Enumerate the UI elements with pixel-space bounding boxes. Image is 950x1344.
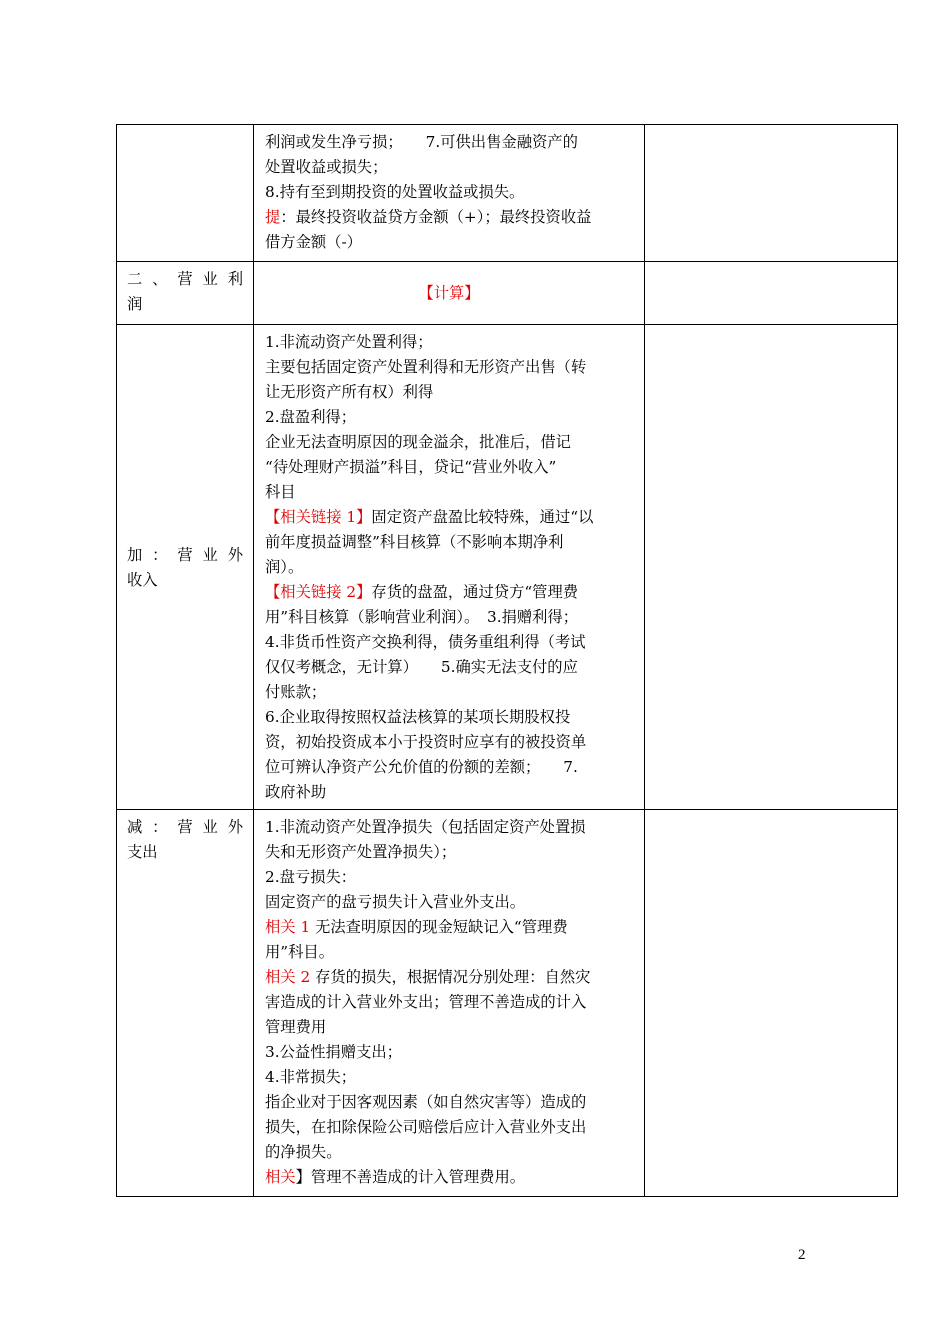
text-line: 2.盘亏损失： — [265, 868, 357, 886]
text-line: 相关 2 存货的损失，根据情况分别处理：自然灾 — [265, 968, 591, 986]
text-line: 3.公益性捐赠支出； — [265, 1043, 402, 1061]
text-line: 4.非货币性资产交换利得，债务重组利得（考试 — [265, 633, 586, 651]
page-number: 2 — [798, 1247, 806, 1263]
table-row — [117, 262, 898, 325]
row-content — [254, 125, 645, 262]
text-line: 2.盘盈利得； — [265, 408, 357, 426]
label-line: 二、营业利 — [127, 270, 243, 288]
row-label — [117, 810, 254, 1197]
text-line: 仅仅考概念，无计算） 5.确实无法支付的应 — [265, 658, 578, 676]
text-line: 让无形资产所有权）利得 — [265, 383, 434, 401]
text-line: 害造成的计入营业外支出；管理不善造成的计入 — [265, 993, 587, 1011]
calc-heading: 【计算】 — [418, 284, 480, 302]
content-table — [116, 124, 898, 1197]
text-line: 位可辨认净资产公允价值的份额的差额； 7. — [265, 758, 578, 776]
row-content — [254, 810, 645, 1197]
row-notes — [645, 125, 898, 262]
text-line: 主要包括固定资产处置利得和无形资产出售（转 — [265, 358, 587, 376]
text-line: 固定资产的盘亏损失计入营业外支出。 — [265, 893, 526, 911]
text-line: “待处理财产损溢”科目，贷记“营业外收入” — [265, 458, 557, 476]
row-notes — [645, 325, 898, 810]
text-line: 政府补助 — [265, 783, 327, 801]
text-line: 相关】管理不善造成的计入管理费用。 — [265, 1168, 526, 1186]
label-line: 支出 — [127, 843, 158, 861]
text-line: 用”科目核算（影响营业利润）。 3.捐赠利得； — [265, 608, 579, 626]
text-line: 8.持有至到期投资的处置收益或损失。 — [265, 183, 525, 201]
row-label — [117, 125, 254, 262]
text-line: 借方金额（-） — [265, 233, 362, 251]
text-line: 提：最终投资收益贷方金额（+）；最终投资收益 — [265, 208, 592, 226]
table-row — [117, 810, 898, 1197]
text-line: 1.非流动资产处置利得； — [265, 333, 433, 351]
text-line: 企业无法查明原因的现金溢余，批准后，借记 — [265, 433, 571, 451]
row-label — [117, 262, 254, 325]
text-line: 指企业对于因客观因素（如自然灾害等）造成的 — [265, 1093, 587, 1111]
row-content — [254, 262, 645, 325]
label-line: 收入 — [127, 570, 158, 589]
table-row — [117, 325, 898, 810]
text-line: 前年度损益调整”科目核算（不影响本期净利 — [265, 533, 564, 551]
text-line: 6.企业取得按照权益法核算的某项长期股权投 — [265, 708, 571, 726]
text-line: 管理费用 — [265, 1018, 327, 1036]
text-line: 失和无形资产处置净损失）； — [265, 843, 457, 861]
text-line: 科目 — [265, 483, 296, 501]
text-line: 【相关链接 1】固定资产盘盈比较特殊，通过“以 — [265, 508, 594, 526]
text-line: 付账款； — [265, 683, 327, 701]
text-line: 相关 1 无法查明原因的现金短缺记入“管理费 — [265, 918, 568, 936]
label-line: 加：营业外 — [127, 545, 243, 564]
row-notes — [645, 810, 898, 1197]
label-line: 润 — [127, 295, 143, 313]
row-label — [117, 325, 254, 810]
text-line: 【相关链接 2】存货的盘盈，通过贷方“管理费 — [265, 583, 579, 601]
text-line: 1.非流动资产处置净损失（包括固定资产处置损 — [265, 818, 586, 836]
label-line: 减：营业外 — [127, 818, 243, 836]
text-line: 的净损失。 — [265, 1143, 342, 1161]
row-content — [254, 325, 645, 810]
text-line: 4.非常损失； — [265, 1068, 357, 1086]
text-line: 处置收益或损失； — [265, 158, 388, 176]
text-line: 利润或发生净亏损； 7.可供出售金融资产的 — [265, 133, 578, 151]
text-line: 润）。 — [265, 558, 304, 576]
text-line: 用”科目。 — [265, 943, 335, 961]
text-line: 资，初始投资成本小于投资时应享有的被投资单 — [265, 733, 587, 751]
table-row — [117, 125, 898, 262]
row-notes — [645, 262, 898, 325]
text-line: 损失，在扣除保险公司赔偿后应计入营业外支出 — [265, 1118, 587, 1136]
